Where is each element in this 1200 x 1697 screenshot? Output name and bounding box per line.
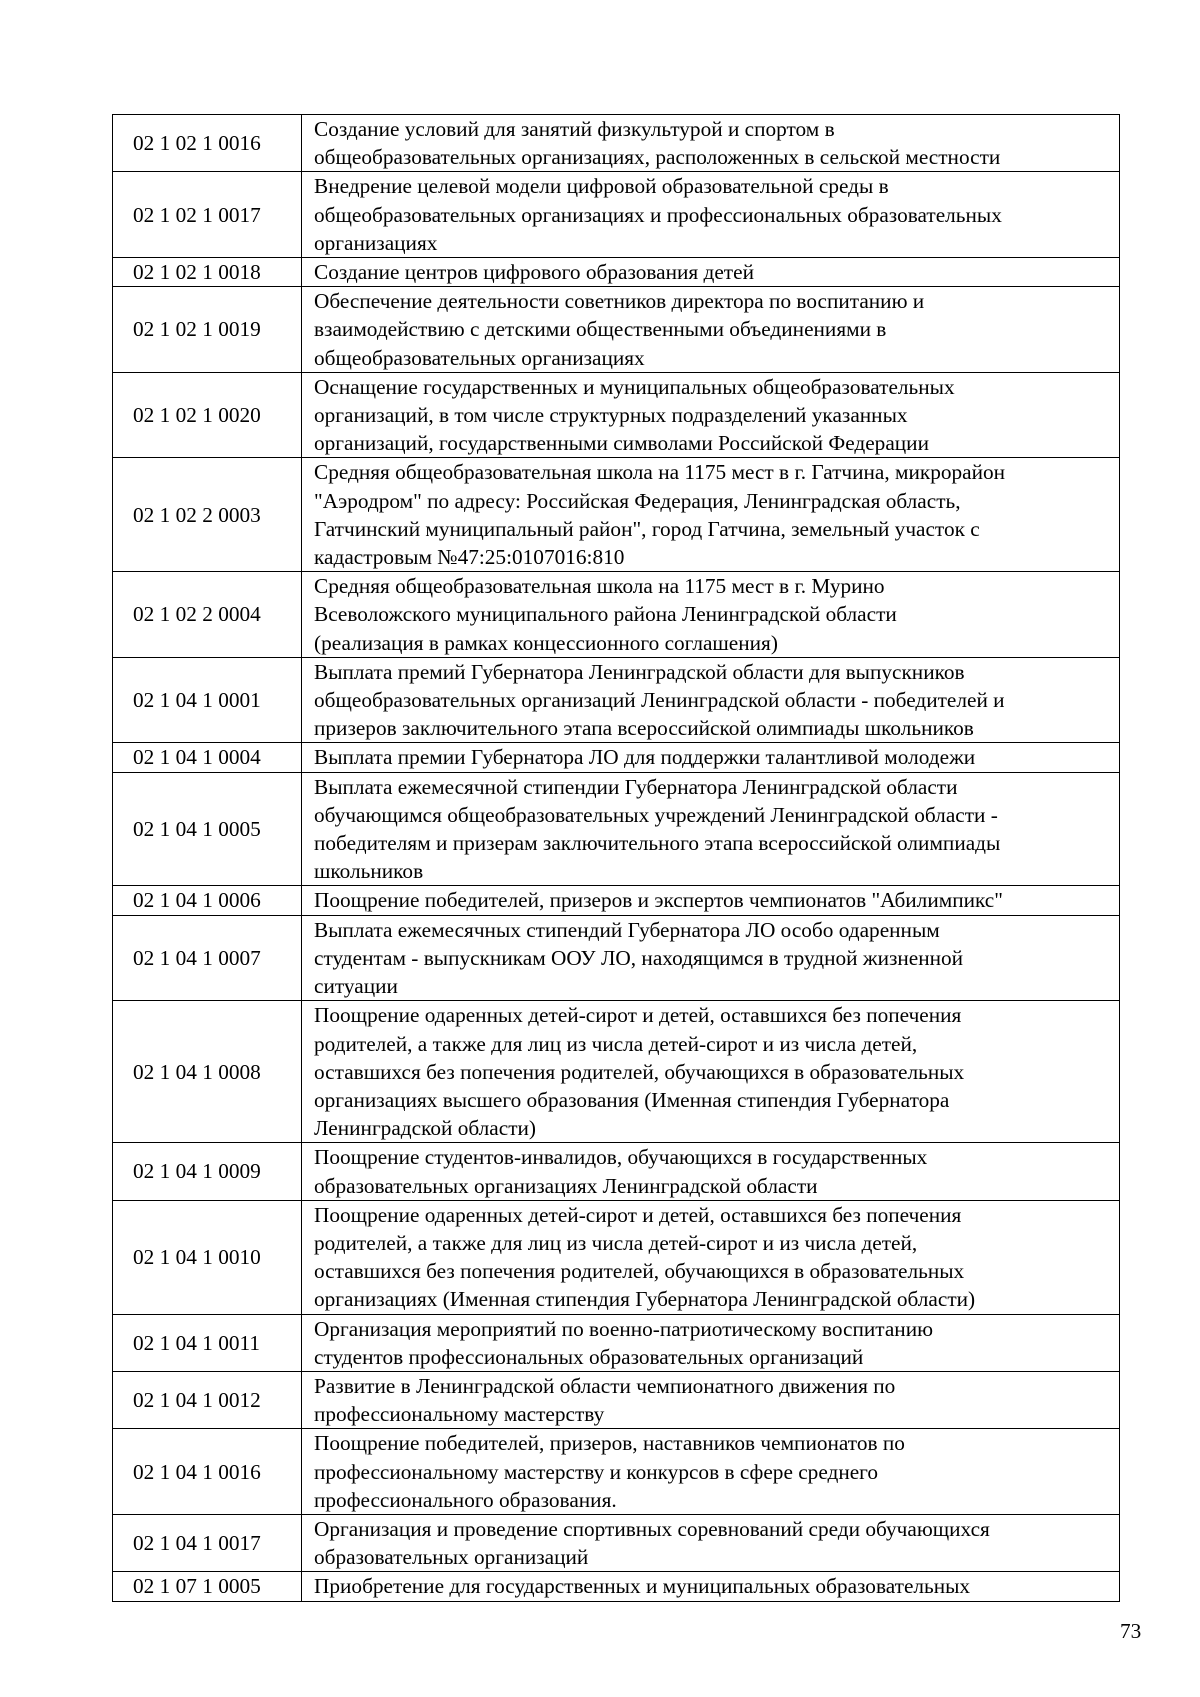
row-name: Организация и проведение спортивных соревнований среди обучающихся образовательных организаций bbox=[302, 1514, 1120, 1571]
row-code: 02 1 02 1 0020 bbox=[113, 372, 302, 458]
row-name: Поощрение студентов-инвалидов, обучающихся в государственных образовательных организациях Ленинградской области bbox=[302, 1143, 1120, 1200]
row-name: Создание центров цифрового образования детей bbox=[302, 258, 1120, 287]
row-name: Средняя общеобразовательная школа на 1175 мест в г. Гатчина, микрорайон "Аэродром" по адресу: Российская Федерация, Ленинградская область, Гатчинский муниципальный район", город Гатчина, земельный участок с кадастровым №47:25:0107016:810 bbox=[302, 458, 1120, 572]
table-row bbox=[113, 772, 1120, 886]
table-row bbox=[113, 287, 1120, 373]
row-code: 02 1 04 1 0005 bbox=[113, 772, 302, 886]
row-code: 02 1 04 1 0007 bbox=[113, 915, 302, 1001]
row-code: 02 1 04 1 0008 bbox=[113, 1001, 302, 1143]
row-code: 02 1 04 1 0016 bbox=[113, 1429, 302, 1515]
row-name: Создание условий для занятий физкультурой и спортом в общеобразовательных организациях, расположенных в сельской местности bbox=[302, 115, 1120, 172]
row-code: 02 1 02 1 0019 bbox=[113, 287, 302, 373]
table-row bbox=[113, 1200, 1120, 1314]
row-code: 02 1 04 1 0001 bbox=[113, 657, 302, 743]
row-name: Средняя общеобразовательная школа на 1175 мест в г. Мурино Всеволожского муниципального района Ленинградской области (реализация в рамках концессионного соглашения) bbox=[302, 572, 1120, 658]
row-code: 02 1 04 1 0004 bbox=[113, 743, 302, 772]
table-row bbox=[113, 572, 1120, 658]
row-code: 02 1 04 1 0017 bbox=[113, 1514, 302, 1571]
table-row bbox=[113, 1314, 1120, 1371]
row-code: 02 1 04 1 0012 bbox=[113, 1371, 302, 1428]
row-code: 02 1 04 1 0011 bbox=[113, 1314, 302, 1371]
row-code: 02 1 02 1 0017 bbox=[113, 172, 302, 258]
table-row bbox=[113, 458, 1120, 572]
row-code: 02 1 04 1 0006 bbox=[113, 886, 302, 915]
budget-code-table bbox=[112, 114, 1120, 1602]
row-name: Выплата ежемесячных стипендий Губернатора ЛО особо одаренным студентам - выпускникам ООУ ЛО, находящимся в трудной жизненной ситуации bbox=[302, 915, 1120, 1001]
row-code: 02 1 02 2 0003 bbox=[113, 458, 302, 572]
row-code: 02 1 02 1 0016 bbox=[113, 115, 302, 172]
row-name: Поощрение победителей, призеров и экспертов чемпионатов "Абилимпикс" bbox=[302, 886, 1120, 915]
row-name: Поощрение одаренных детей-сирот и детей, оставшихся без попечения родителей, а также для лиц из числа детей-сирот и из числа детей, оставшихся без попечения родителей, обучающихся в образовательных организациях (Именная стипендия Губернатора Ленинградской области) bbox=[302, 1200, 1120, 1314]
table-body bbox=[113, 115, 1120, 1602]
row-code: 02 1 04 1 0010 bbox=[113, 1200, 302, 1314]
table-row bbox=[113, 657, 1120, 743]
row-name: Приобретение для государственных и муниципальных образовательных bbox=[302, 1572, 1120, 1601]
row-name: Обеспечение деятельности советников директора по воспитанию и взаимодействию с детскими общественными объединениями в общеобразовательных организациях bbox=[302, 287, 1120, 373]
page-number: 73 bbox=[1120, 1619, 1142, 1643]
row-name: Выплата премий Губернатора Ленинградской области для выпускников общеобразовательных организаций Ленинградской области - победителей и призеров заключительного этапа всероссийской олимпиады школьников bbox=[302, 657, 1120, 743]
table-row bbox=[113, 1572, 1120, 1601]
row-name: Поощрение одаренных детей-сирот и детей, оставшихся без попечения родителей, а также для лиц из числа детей-сирот и из числа детей, оставшихся без попечения родителей, обучающихся в образовательных организациях высшего образования (Именная стипендия Губернатора Ленинградской области) bbox=[302, 1001, 1120, 1143]
row-name: Поощрение победителей, призеров, наставников чемпионатов по профессиональному мастерству и конкурсов в сфере среднего профессионального образования. bbox=[302, 1429, 1120, 1515]
table-row bbox=[113, 1514, 1120, 1571]
row-name: Внедрение целевой модели цифровой образовательной среды в общеобразовательных организациях и профессиональных образовательных организациях bbox=[302, 172, 1120, 258]
table-row bbox=[113, 1429, 1120, 1515]
row-name: Выплата премии Губернатора ЛО для поддержки талантливой молодежи bbox=[302, 743, 1120, 772]
row-name: Развитие в Ленинградской области чемпионатного движения по профессиональному мастерству bbox=[302, 1371, 1120, 1428]
table-row bbox=[113, 172, 1120, 258]
row-code: 02 1 07 1 0005 bbox=[113, 1572, 302, 1601]
row-code: 02 1 02 1 0018 bbox=[113, 258, 302, 287]
table-row bbox=[113, 1143, 1120, 1200]
row-name: Оснащение государственных и муниципальных общеобразовательных организаций, в том числе структурных подразделений указанных организаций, государственными символами Российской Федерации bbox=[302, 372, 1120, 458]
row-name: Организация мероприятий по военно-патриотическому воспитанию студентов профессиональных образовательных организаций bbox=[302, 1314, 1120, 1371]
table-row bbox=[113, 258, 1120, 287]
table-row bbox=[113, 886, 1120, 915]
table-row bbox=[113, 1371, 1120, 1428]
table-row bbox=[113, 372, 1120, 458]
row-code: 02 1 02 2 0004 bbox=[113, 572, 302, 658]
table-row bbox=[113, 115, 1120, 172]
row-code: 02 1 04 1 0009 bbox=[113, 1143, 302, 1200]
table-row bbox=[113, 743, 1120, 772]
table-row bbox=[113, 1001, 1120, 1143]
table-row bbox=[113, 915, 1120, 1001]
row-name: Выплата ежемесячной стипендии Губернатора Ленинградской области обучающимся общеобразовательных учреждений Ленинградской области - победителям и призерам заключительного этапа всероссийской олимпиады школьников bbox=[302, 772, 1120, 886]
